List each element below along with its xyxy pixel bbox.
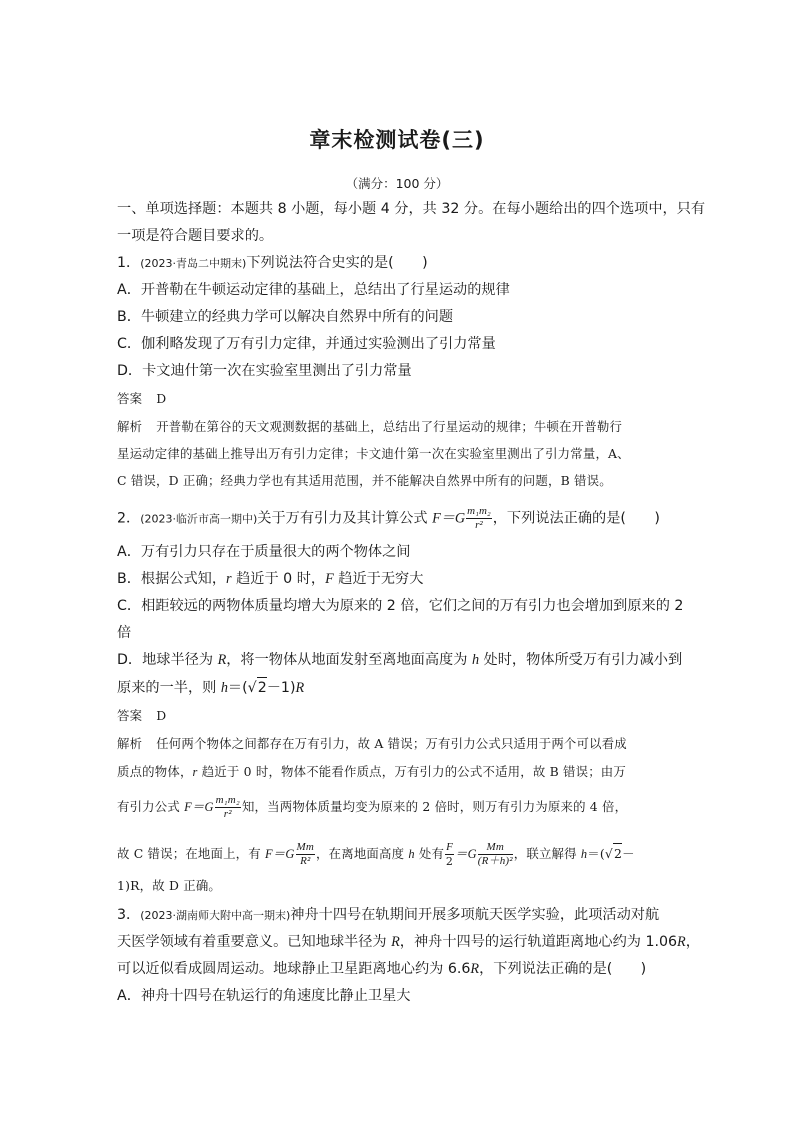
section-instruction: 一、单项选择题：本题共 8 小题，每小题 4 分，共 32 分。在每小题给出的四个选项中，只有 — [117, 201, 706, 217]
formula-fraction — [466, 505, 492, 532]
q1-option-d: D．卡文迪什第一次在实验室里测出了引力常量 — [117, 363, 412, 379]
fraction-numerator: Mm — [478, 841, 513, 855]
fraction-denominator: r² — [223, 808, 232, 820]
analysis-text: 知，当两物体质量均变为原来的 2 倍时，则万有引力为原来的 4 倍， — [241, 799, 628, 814]
option-text: 趋近于无穷大 — [333, 571, 424, 587]
q2-option-c-cont: 倍 — [117, 625, 132, 641]
analysis-text: 开普勒在第谷的天文观测数据的基础上，总结出了行星运动的规律；牛顿在开普勒行 — [156, 419, 623, 434]
option-text: 趋近于 0 时， — [231, 571, 326, 587]
question-source: (2023·临沂市高一期中) — [140, 512, 258, 526]
variable-r: r — [226, 571, 232, 587]
sqrt-symbol: √ — [247, 680, 257, 696]
question-source: (2023·湖南师大附中高一期末) — [140, 909, 291, 922]
analysis-label: 解析 — [117, 419, 143, 434]
variable-r: R — [677, 934, 686, 950]
fraction-denominator: 2 — [445, 855, 454, 868]
variable-f: F — [325, 571, 334, 587]
analysis-text: 有引力公式 — [117, 799, 185, 814]
q2-analysis-line4 — [117, 841, 635, 868]
variable-r: R — [470, 961, 480, 977]
q2-option-b — [117, 569, 423, 589]
fraction-denominator: r² — [475, 519, 483, 531]
option-text: ＝( — [227, 680, 248, 696]
gravitation-formula: F＝G — [432, 510, 466, 527]
variable-h: h — [408, 847, 415, 861]
fraction-numerator: F — [446, 841, 453, 853]
q1-option-c: C．伽利略发现了万有引力定律，并通过实验测出了引力常量 — [117, 336, 496, 352]
analysis-text: 任何两个物体之间都存在万有引力，故 A 错误；万有引力公式只适用于两个可以看成 — [156, 736, 627, 751]
analysis-label: 解析 — [117, 736, 143, 751]
q2-option-c: C．相距较远的两物体质量均增大为原来的 2 倍，它们之间的万有引力也会增加到原来的 2 — [117, 598, 684, 614]
q1-option-a: A．开普勒在牛顿运动定律的基础上，总结出了行星运动的规律 — [117, 282, 510, 298]
formula: ＝G — [454, 847, 477, 861]
variable-h: h — [471, 652, 480, 668]
analysis-text: ，在离地面高度 — [316, 846, 409, 861]
formula-fraction — [296, 841, 316, 868]
page-title: 章末检测试卷(三) — [309, 128, 485, 152]
fraction-numerator: m₁m₂ — [215, 794, 240, 806]
fraction-numerator: m₁m₂ — [467, 505, 491, 517]
question-3-stem — [117, 905, 659, 926]
question-number: 1． — [117, 255, 141, 271]
question-source: (2023·青岛二中期末) — [140, 257, 247, 270]
full-score: （满分：100 分） — [345, 176, 449, 191]
variable-r: R — [295, 680, 305, 696]
option-text: 原来的一半，则 — [117, 680, 221, 696]
formula-fraction — [478, 841, 513, 868]
option-text: D．地球半径为 — [117, 652, 218, 668]
sqrt-symbol: √ — [604, 846, 614, 861]
q2-option-a: A．万有引力只存在于质量很大的两个物体之间 — [117, 544, 411, 560]
sqrt-radicand: 2 — [613, 843, 622, 864]
section-instruction-cont: 一项是符合题目要求的。 — [117, 228, 274, 244]
question-3-stem-cont2 — [117, 959, 646, 979]
answer-value: D — [156, 708, 167, 723]
fraction-denominator: (R＋h)² — [477, 855, 513, 867]
variable-h: h — [580, 847, 588, 861]
variable-r: R — [217, 652, 227, 668]
q1-analysis-line3: C 错误，D 正确；经典力学也有其适用范围，并不能解决自然界中所有的问题，B 错误。 — [117, 473, 612, 488]
analysis-text: 趋近于 0 时，物体不能看作质点，万有引力的公式不适用，故 B 错误；由万 — [197, 764, 626, 779]
q1-option-b: B．牛顿建立的经典力学可以解决自然界中所有的问题 — [117, 309, 454, 325]
question-text: ， — [685, 934, 700, 950]
q2-option-d — [117, 650, 682, 670]
fraction-numerator: Mm — [296, 841, 315, 853]
formula: F＝G — [265, 847, 295, 861]
variable-h: h — [220, 680, 228, 696]
question-text: 可以近似看成圆周运动。地球静止卫星距离地心约为 6.6 — [117, 961, 471, 977]
q2-analysis-line5: 1)R，故 D 正确。 — [117, 878, 222, 893]
q1-answer — [117, 389, 166, 409]
q1-analysis-line1 — [117, 417, 622, 437]
variable-r: R — [391, 934, 400, 950]
question-text: 神舟十四号在轨期间开展多项航天医学实验，此项活动对航 — [290, 907, 660, 923]
q2-option-d-cont — [117, 677, 304, 698]
q2-analysis-line1 — [117, 734, 627, 754]
fraction-denominator: R² — [300, 855, 311, 867]
question-3-stem-cont — [117, 932, 700, 952]
option-text: 处时，物体所受万有引力减小到 — [479, 652, 683, 668]
variable-r: r — [192, 765, 198, 779]
analysis-text: 故 C 错误；在地面上，有 — [117, 846, 266, 861]
option-text: －1) — [266, 680, 296, 696]
question-number: 2． — [117, 510, 141, 527]
question-text: ，神舟十四号的运行轨道距离地心约为 1.06 — [399, 934, 678, 950]
question-text: 下列说法符合史实的是( ) — [246, 255, 428, 271]
analysis-text: 质点的物体， — [117, 764, 193, 779]
q3-option-a: A．神舟十四号在轨运行的角速度比静止卫星大 — [117, 988, 411, 1004]
option-text: ，将一物体从地面发射至离地面高度为 — [226, 652, 472, 668]
q2-answer — [117, 706, 166, 726]
question-text: ，下列说法正确的是( ) — [479, 961, 647, 977]
option-text: B．根据公式知， — [117, 571, 227, 587]
analysis-text: 处有 — [414, 846, 445, 861]
answer-value: D — [156, 391, 167, 406]
analysis-text: － — [622, 846, 635, 861]
answer-label: 答案 — [117, 708, 143, 723]
sqrt-radicand: 2 — [257, 677, 267, 698]
question-text: 关于万有引力及其计算公式 — [257, 510, 433, 527]
analysis-text: ＝( — [587, 846, 605, 861]
q1-analysis-line2: 星运动定律的基础上推导出万有引力定律；卡文迪什第一次在实验室里测出了引力常量，A、 — [117, 446, 630, 461]
formula-fraction — [445, 841, 454, 868]
formula-fraction — [215, 794, 241, 821]
q2-analysis-line2 — [117, 762, 626, 782]
question-2-stem — [117, 505, 660, 532]
answer-label: 答案 — [117, 391, 143, 406]
question-text: 天医学领域有着重要意义。已知地球半径为 — [117, 934, 392, 950]
analysis-text: ，联立解得 — [513, 846, 581, 861]
q2-analysis-line3 — [117, 794, 627, 821]
question-text-end: ，下列说法正确的是( ) — [492, 510, 660, 527]
question-number: 3． — [117, 907, 141, 923]
formula: F＝G — [184, 800, 214, 814]
question-1-stem — [117, 253, 428, 274]
